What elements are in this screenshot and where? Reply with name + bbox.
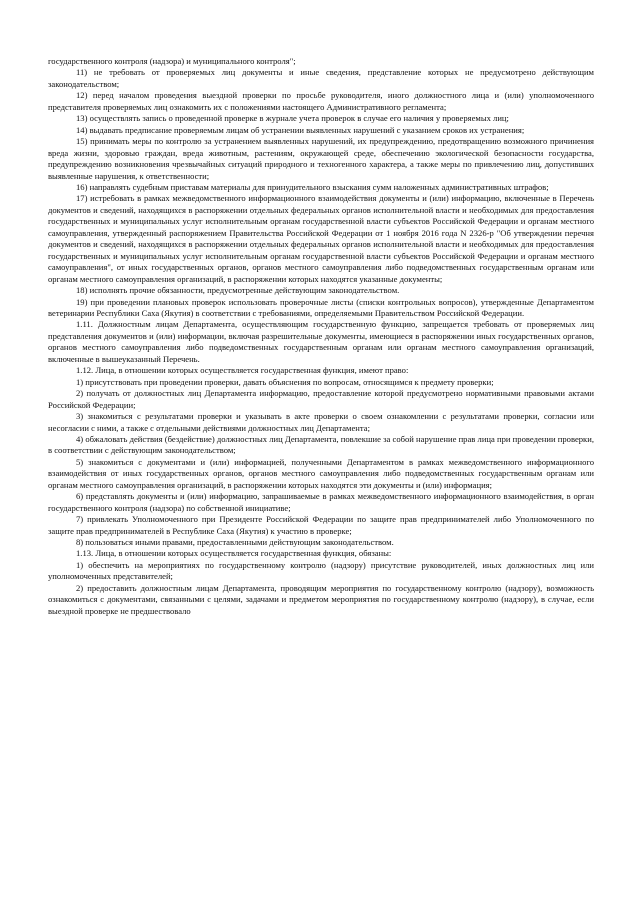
paragraph-continuation: государственного контроля (надзора) и муниципального контроля"; [48,56,296,66]
paragraph-item-15: 15) принимать меры по контролю за устранением выявленных нарушений, их предупреждению, предотвращению возможного причинения вреда жизни, здоровью граждан, вреда животным, растениям, окружающей среде, обеспечению экологической безопасности государства, предупреждению возникновения чрезвычайных ситуаций природного и техногенного характера, а также меры по привлечению лиц, допустивших выявленные нарушения, к ответственности; [48,136,594,181]
right-item-2: 2) получать от должностных лиц Департамента информацию, предоставление которой предусмотрено нормативными правовыми актами Российской Федерации; [48,388,594,410]
right-item-6: 6) представлять документы и (или) информацию, запрашиваемые в рамках межведомственного информационного взаимодействия, в орган государственного контроля (надзора) по собственной инициативе; [48,491,594,513]
right-item-1: 1) присутствовать при проведении проверки, давать объяснения по вопросам, относящимся к предмету проверки; [76,376,494,387]
paragraph-item-18: 18) исполнять прочие обязанности, предусмотренные действующим законодательством. [76,285,400,296]
paragraph-item-11: 11) не требовать от проверяемых лиц документы и иные сведения, представление которых не предусмотрено действующим законодательством; [48,67,594,89]
duty-item-1: 1) обеспечить на мероприятиях по государственному контролю (надзору) присутствие руководителей, иных должностных лиц или уполномоченных представителей; [48,559,594,582]
right-item-7: 7) привлекать Уполномоченного при Президенте Российской Федерации по защите прав предпринимателей либо Уполномоченного по защите прав предпринимателей в Республике Саха (Якутия) к участию в проверке; [48,514,594,536]
paragraph-item-14: 14) выдавать предписание проверяемым лицам об устранении выявленных нарушений с указанием сроков их устранения; [76,124,525,135]
section-1-11: 1.11. Должностным лицам Департамента, осуществляющим государственную функцию, запрещается требовать от проверяемых лиц представления документов и (или) информации, включая разрешительные документы, имеющиеся в распоряжении иных государственных органов, органов местного самоуправления либо подведомственных государственным органам или органам местного самоуправления организаций, включенные в вышеуказанный Перечень. [48,319,594,364]
right-item-3: 3) знакомиться с результатами проверки и указывать в акте проверки о своем ознакомлении с результатами проверки, согласии или несогласии с ними, а также с отдельными действиями должностных лиц Департамента; [48,411,594,433]
paragraph-item-16: 16) направлять судебным приставам материалы для принудительного взыскания сумм наложенных административных штрафов; [76,181,549,192]
paragraph-item-19: 19) при проведении плановых проверок использовать проверочные листы (списки контрольных вопросов), утвержденные Департаментом ветеринарии Республики Саха (Якутия) в соответствии с требованиями, определяемыми Правительством Российской Федерации. [48,296,594,318]
section-1-13-heading: 1.13. Лица, в отношении которых осуществляется государственная функция, обязаны: [76,548,392,559]
paragraph-item-17: 17) истребовать в рамках межведомственного информационного взаимодействия документы и (или) информацию, включенные в Перечень документов и сведений, находящихся в распоряжении отдельных федеральных органов исполнительной власти и необходимых для предоставления государственных и муниципальных услуг исполнительным органам государственной власти субъектов Российской Федерации и органам местного самоуправления, утвержденный распоряжением Правительства Российской Федерации от 1 ноября 2016 года N 2326-р "Об утверждении перечня документов и сведений, находящихся в распоряжении отдельных федеральных органов исполнительной власти и необходимых для предоставления государственных и муниципальных услуг исполнительным органам государственной власти субъектов Российской Федерации и органам местного самоуправления", от иных государственных органов, органов местного самоуправления либо подведомственных государственным органам или органам местного самоуправления организаций, в распоряжении которых находятся указанные документы; [48,193,594,284]
right-item-8: 8) пользоваться иными правами, предоставленными действующим законодательством. [76,537,394,548]
right-item-5: 5) знакомиться с документами и (или) информацией, полученными Департаментом в рамках межведомственного информационного взаимодействия от иных государственных органов, органов местного самоуправления либо подведомственных государственным органам или органам местного самоуправления организаций, в распоряжении которых находятся эти документы и (или) информация; [48,456,594,490]
document-page [48,56,594,617]
duty-item-2: 2) предоставить должностным лицам Департамента, проводящим мероприятия по государственному контролю (надзору), возможность ознакомиться с документами, связанными с целями, задачами и предметом мероприятия по государственному контролю (надзору), в случае, если выездной проверке не предшествовало [48,582,594,616]
right-item-4: 4) обжаловать действия (бездействие) должностных лиц Департамента, повлекшие за собой нарушение прав лица при проведении проверки, в соответствии с действующим законодательством; [48,433,594,456]
section-1-12-heading: 1.12. Лица, в отношении которых осуществляется государственная функция, имеют право: [76,365,409,376]
paragraph-item-13: 13) осуществлять запись о проведенной проверке в журнале учета проверок в случае его наличия у проверяемых лиц; [76,113,509,124]
paragraph-item-12: 12) перед началом проведения выездной проверки по просьбе руководителя, иного должностного лица и (или) уполномоченного представителя проверяемых лиц ознакомить их с положениями настоящего Административного регламента; [48,90,594,112]
